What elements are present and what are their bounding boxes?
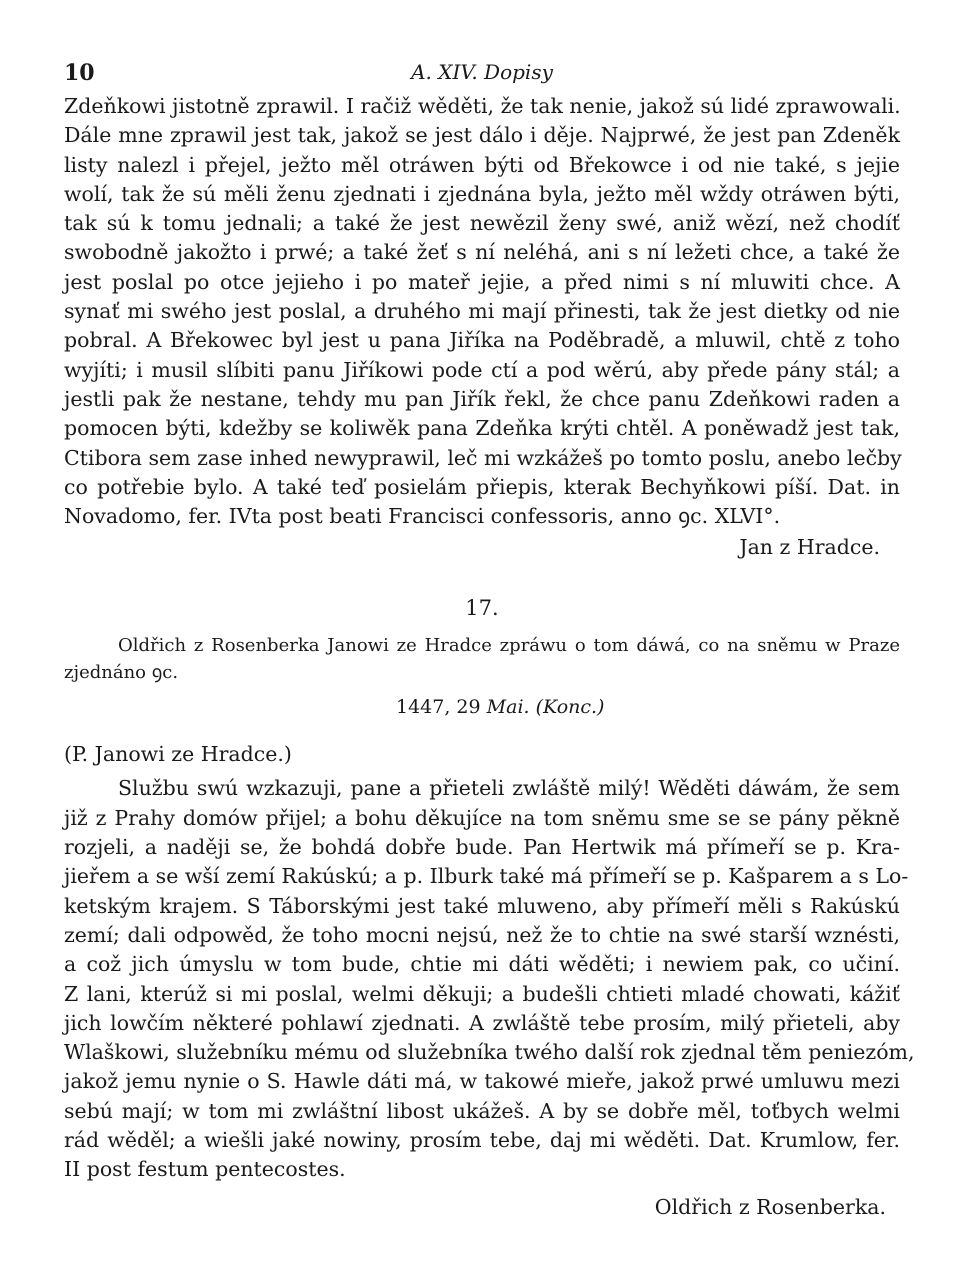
text-line: jieřem a se wší zemí Rakúskú; a p. Ilburk také má přímeří se p. Kašparem a s Lo-: [64, 864, 909, 889]
text-line: rád wěděl; a wiešli jaké nowiny, prosím tebe, daj mi wěděti. Dat. Krumlow, fer.: [64, 1128, 900, 1153]
text-line: rozjeli, a naději se, že bohdá dobře bude. Pan Hertwik má přímeří se p. Kra-: [64, 835, 900, 860]
text-line: pomocen býti, kdežby se koliwěk pana Zdeňka krýti chtěl. A poněwadž jest tak,: [64, 416, 900, 441]
letter-17-summary: [64, 632, 900, 686]
letter-17-signature: Oldřich z Rosenberka.: [654, 1194, 886, 1219]
text-line: listy nalezl i přejel, ježto měl otráwen býti od Břekowce i od nie také, s jejie: [64, 152, 900, 177]
text-line: wyjíti; i musil slíbiti panu Jiříkowi pode ctí a pod wěrú, aby přede pány stál; a: [64, 357, 900, 382]
text-line: Ctibora sem zase inhed newyprawil, leč mi wzkážeš po tomto poslu, anebo lečby: [64, 445, 902, 470]
text-line: jakož jemu nynie o S. Hawle dáti má, w takowé mieře, jakož prwé umluwu mezi: [64, 1069, 900, 1094]
text-line: a což jich úmyslu w tom bude, chtie mi dáti wěděti; i newiem pak, co učiní.: [64, 952, 900, 977]
text-line: Wlaškowi, služebníku mému od služebníka twého další rok zjednal těm peniezóm,: [64, 1040, 915, 1065]
running-head: [64, 52, 900, 92]
letter-16-signature: Jan z Hradce.: [739, 535, 880, 560]
text-line: Službu swú wzkazuji, pane a přieteli zwláště milý! Wěděti dáwám, že sem: [118, 776, 900, 801]
text-line: wolí, tak že sú měli ženu zjednati i zjednána byla, ježto měl wždy otráwen býti,: [64, 181, 900, 206]
text-line: jest poslal po otce jejieho i po mateř jejie, a před nimi s ní mluwiti chce. A: [64, 269, 900, 294]
text-line: tak sú k tomu jednali; a také že jest newězil ženy swé, aniž wězí, než chodíť: [64, 211, 900, 236]
text-line: již z Prahy domów přijel; a bohu děkujíce na tom sněmu sme se se pány pěkně: [64, 805, 900, 830]
text-line: Z lani, kterúž si mi poslal, welmi děkuji; a budešli chtieti mladé chowati, kážiť: [64, 981, 900, 1006]
letter-17-body: [64, 774, 915, 1184]
date-source: Mai. (Konc.): [486, 696, 605, 719]
text-line: pobral. A Břekowec byl jest u pana Jiříka na Poděbradě, a mluwil, chtě z toho: [64, 328, 900, 353]
text-line: jestli pak že nestane, tehdy mu pan Jiřík řekl, že chce panu Zdeňkowi raden a: [64, 386, 900, 411]
letter-16-body: [64, 92, 900, 531]
summary-line: zjednáno ꝯc.: [64, 662, 179, 684]
date-text: 1447, 29: [396, 696, 487, 719]
text-line: jich lowčím některé pohlawí zjednati. A zwláště tebe prosím, milý přieteli, aby: [64, 1010, 900, 1035]
text-line: zemí; dali odpowěd, že toho mocni nejsú, než že to chtie na swé starší wznésti,: [64, 922, 900, 947]
page: [64, 52, 915, 1222]
summary-line: Oldřich z Rosenberka Janowi ze Hradce zpráwu o tom dáwá, co na sněmu w Praze: [118, 635, 900, 657]
text-line: II post festum pentecostes.: [64, 1157, 346, 1182]
text-line: Novadomo, fer. IVta post beati Francisci confessoris, anno ꝯc. XLVI°.: [64, 504, 781, 529]
letter-17-address: (P. Janowi ze Hradce.): [64, 742, 292, 767]
document-number: 17.: [465, 596, 499, 621]
letter-17-date: [64, 696, 900, 718]
text-line: synať mi swého jest poslal, a druhého mi mají přinesti, tak že jest dietky od nie: [64, 299, 900, 324]
text-line: Zdeňkowi jistotně zprawil. I račiž wěděti, že tak nenie, jakož sú lidé zprawowali.: [64, 94, 901, 118]
text-line: ketským krajem. S Táborskými jest také mluweno, aby přímeří měli s Rakúskú: [64, 893, 900, 918]
page-number: 10: [64, 60, 95, 86]
text-line: Dále mne zprawil jest tak, jakož se jest dálo i děje. Najprwé, že jest pan Zdeněk: [64, 123, 900, 148]
running-title: A. XIV. Dopisy: [411, 60, 553, 84]
text-line: co potřebie bylo. A také teď posielám přiepis, kterak Bechyňkowi píší. Dat. in: [64, 474, 900, 499]
text-line: sebú mají; w tom mi zwláštní libost ukážeš. A by se dobře měl, toťbych welmi: [64, 1098, 900, 1123]
text-line: swobodně jakožto i prwé; a také žeť s ní neléhá, ani s ní ležeti chce, a také že: [64, 240, 900, 265]
